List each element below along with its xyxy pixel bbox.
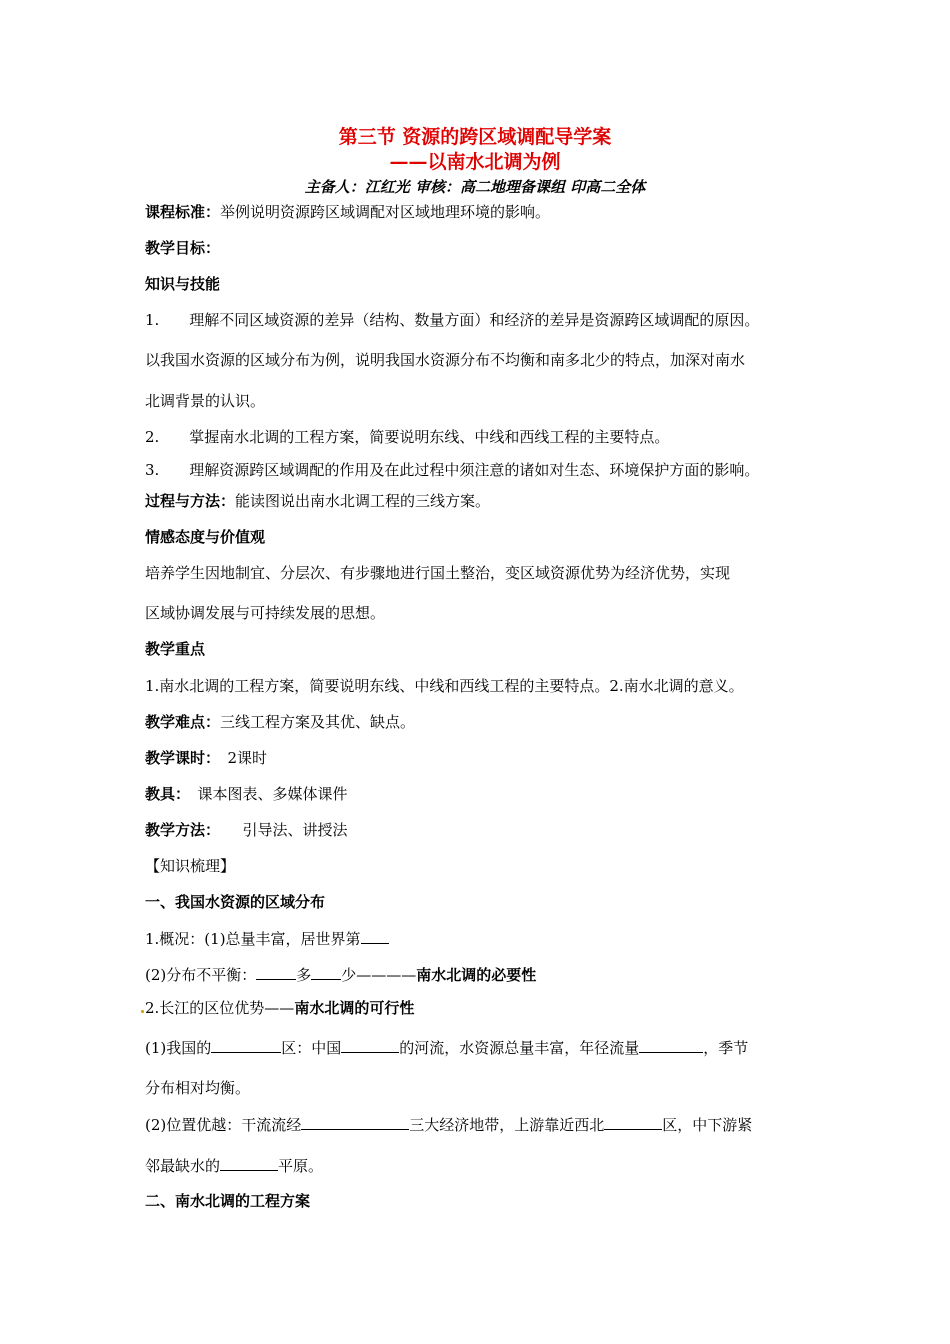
course-standard-text: 举例说明资源跨区域调配对区域地理环境的影响。 xyxy=(220,203,551,221)
class-hours: 教学课时： 2课时 xyxy=(145,749,268,767)
process-method: 过程与方法：能读图说出南水北调工程的三线方案。 xyxy=(145,492,491,510)
page-title: 第三节 资源的跨区域调配导学案 xyxy=(338,126,612,148)
overview-line: 1.概况：(1)总量丰富，居世界第 xyxy=(145,928,389,949)
goals-heading: 教学目标： xyxy=(145,239,221,257)
course-standard-label: 课程标准： xyxy=(145,203,221,221)
knowledge-item-1: 1. 理解不同区域资源的差异（结构、数量方面）和经济的差异是资源跨区域调配的原因。 xyxy=(145,311,760,329)
key-points-text: 1.南水北调的工程方案，简要说明东线、中线和西线工程的主要特点。2.南水北调的意义。 xyxy=(145,677,744,695)
page-subtitle: ——以南水北调为例 xyxy=(389,151,561,173)
fill-blank[interactable] xyxy=(361,928,389,944)
yangtze-item-1: (1)我国的 区：中国 的河流，水资源总量丰富，年径流量 ，季节 xyxy=(145,1039,749,1057)
fill-blank[interactable] xyxy=(341,1037,399,1053)
yangtze-item-1-cont: 分布相对均衡。 xyxy=(145,1079,251,1097)
distribution-line: (2)分布不平衡： 多 少————南水北调的必要性 xyxy=(145,966,537,984)
emotion-heading: 情感态度与价值观 xyxy=(145,528,266,546)
key-points-heading: 教学重点 xyxy=(145,640,206,658)
fill-blank[interactable] xyxy=(256,964,296,980)
fill-blank[interactable] xyxy=(211,1037,281,1053)
emotion-text-cont: 区域协调发展与可持续发展的思想。 xyxy=(145,604,386,622)
fill-blank[interactable] xyxy=(604,1114,662,1130)
course-standard xyxy=(145,202,550,222)
fill-blank[interactable] xyxy=(220,1155,278,1171)
author-line: 主备人：江红光 审核：高二地理备课组 印高二全体 xyxy=(304,178,646,196)
teaching-tools: 教具： 课本图表、多媒体课件 xyxy=(145,785,348,803)
knowledge-item-1-cont: 以我国水资源的区域分布为例，说明我国水资源分布不均衡和南多北少的特点，加深对南水 xyxy=(145,351,746,369)
difficulty: 教学难点：三线工程方案及其优、缺点。 xyxy=(145,713,416,731)
decorative-dot xyxy=(141,1010,144,1013)
knowledge-item-2: 2. 掌握南水北调的工程方案，简要说明东线、中线和西线工程的主要特点。 xyxy=(145,428,670,446)
knowledge-item-3: 3. 理解资源跨区域调配的作用及在此过程中须注意的诸如对生态、环境保护方面的影响。 xyxy=(145,461,760,479)
yangtze-item-2-cont: 邻最缺水的 平原。 xyxy=(145,1157,324,1175)
section-2-title: 二、南水北调的工程方案 xyxy=(145,1192,311,1210)
fill-blank[interactable] xyxy=(311,964,341,980)
knowledge-heading: 知识与技能 xyxy=(145,275,221,293)
knowledge-item-1-end: 北调背景的认识。 xyxy=(145,392,266,410)
fill-blank[interactable] xyxy=(639,1037,703,1053)
emotion-text: 培养学生因地制宜、分层次、有步骤地进行国土整治，变区域资源优势为经济优势，实现 xyxy=(145,564,731,582)
knowledge-review-heading: 【知识梳理】 xyxy=(145,857,236,875)
yangtze-advantage-line: 2.长江的区位优势——南水北调的可行性 xyxy=(145,999,415,1017)
section-1-title: 一、我国水资源的区域分布 xyxy=(145,893,326,911)
yangtze-item-2: (2)位置优越：干流流经 三大经济地带，上游靠近西北 区，中下游紧 xyxy=(145,1116,753,1134)
teaching-method: 教学方法： 引导法、讲授法 xyxy=(145,821,348,839)
fill-blank[interactable] xyxy=(301,1114,409,1130)
